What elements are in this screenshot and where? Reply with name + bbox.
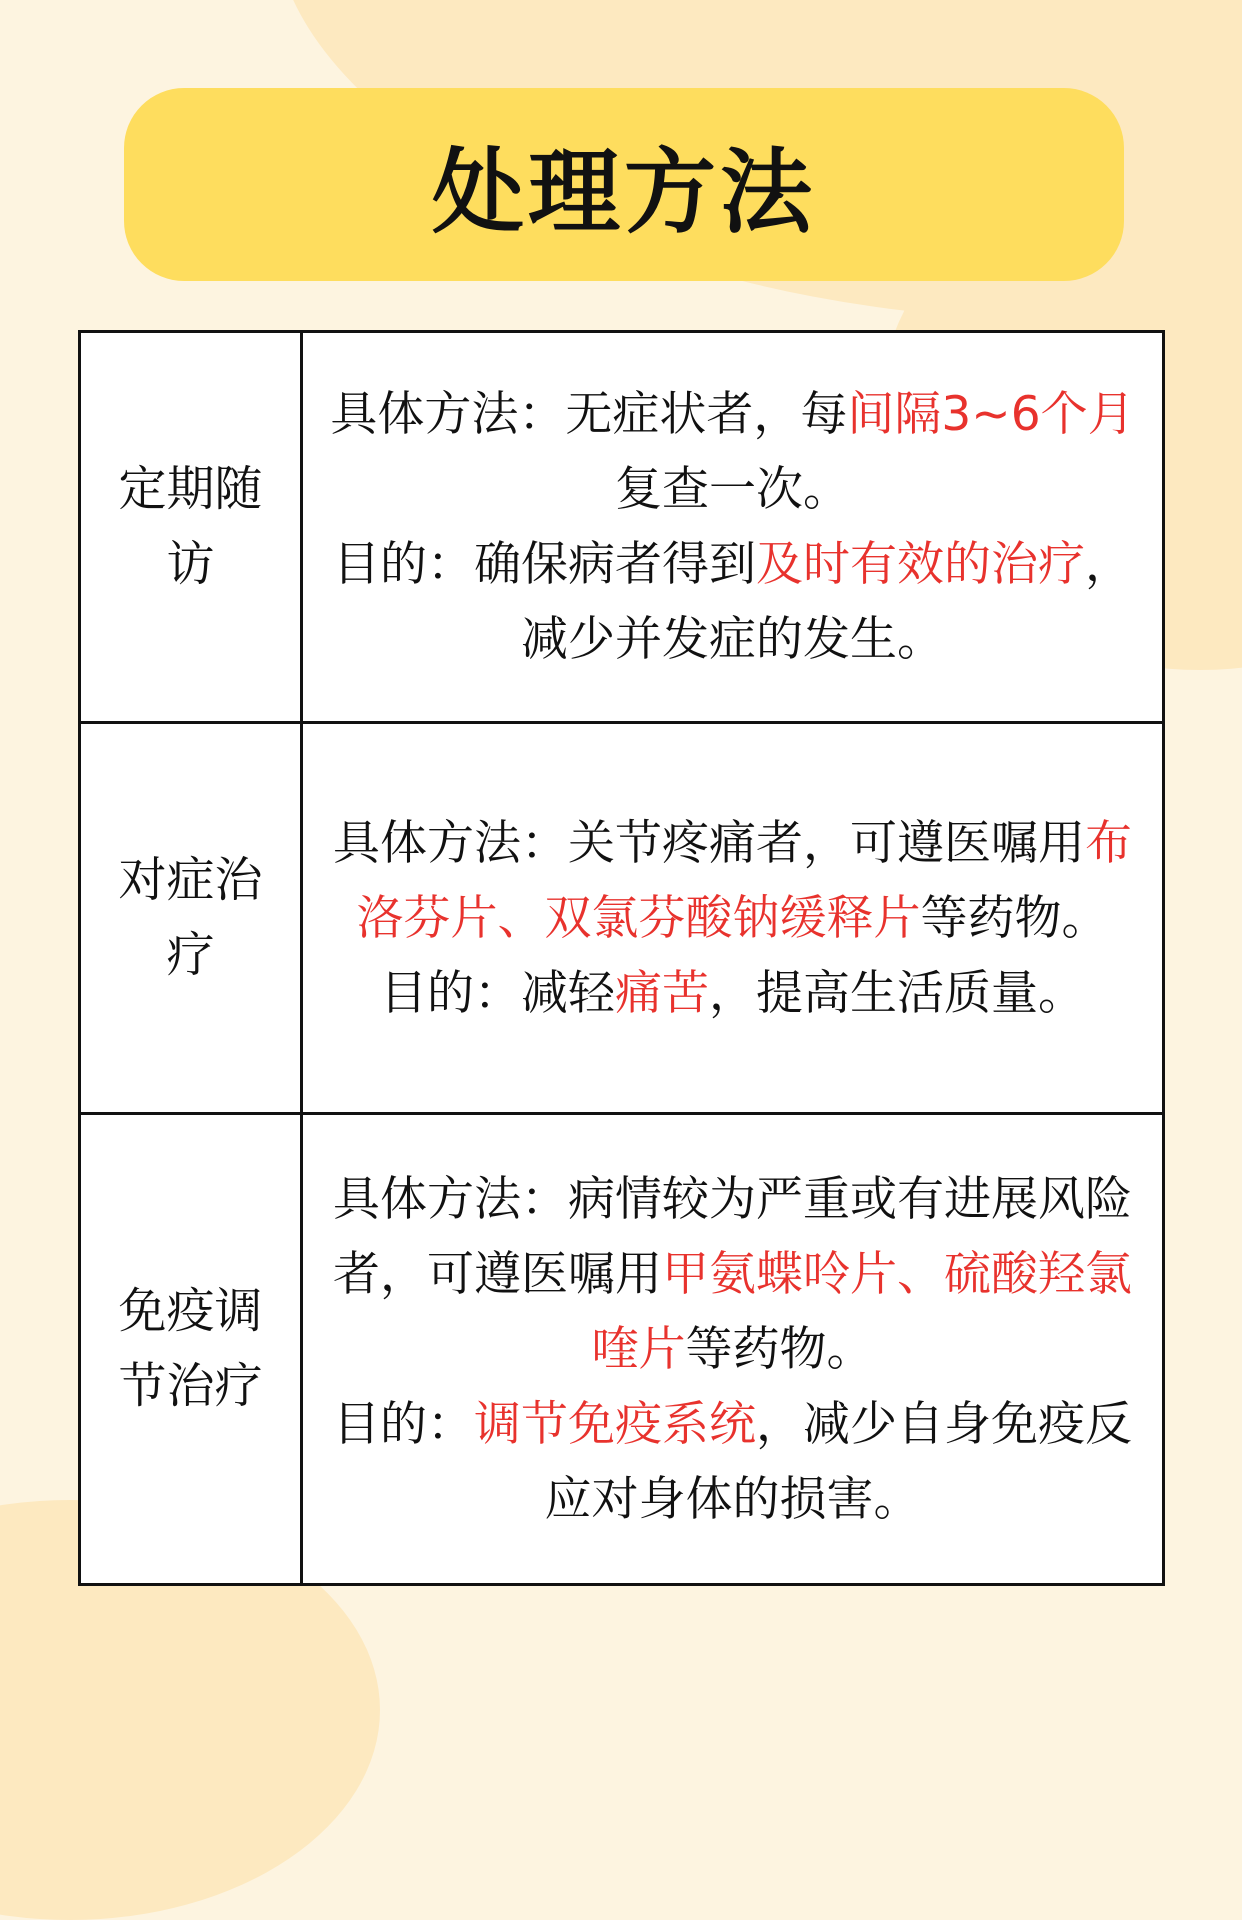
table-row [80,723,1164,1114]
category-cell [80,723,302,1114]
table-row [80,332,1164,723]
category-label: 对症治疗 [118,852,263,983]
title-banner [124,88,1124,281]
highlight-text: 间隔3~6个月 [847,387,1135,442]
highlight-text: 痛苦 [615,965,709,1021]
highlight-text: 甲氨蝶呤片、硫酸羟氯喹片 [591,1246,1132,1377]
category-cell [80,1114,302,1585]
description-cell [302,332,1164,723]
category-cell [80,332,302,723]
goal-text: 目的：调节免疫系统，减少自身免疫反应对身体的损害。 [333,1396,1132,1527]
page-title: 处理方法 [431,137,816,246]
treatment-methods-table [78,330,1165,1586]
description-cell [302,723,1164,1114]
goal-text: 目的：确保病者得到及时有效的治疗，减少并发症的发生。 [333,537,1132,667]
highlight-text: 及时有效的治疗 [756,537,1085,592]
table-row [80,1114,1164,1585]
highlight-text: 调节免疫系统 [474,1396,756,1452]
method-text: 具体方法：关节疼痛者，可遵医嘱用布洛芬片、双氯芬酸钠缓释片等药物。 [333,815,1132,946]
highlight-text: 布洛芬片、双氯芬酸钠缓释片 [356,815,1132,946]
category-label: 免疫调节治疗 [118,1283,263,1414]
method-text: 具体方法：无症状者，每间隔3~6个月复查一次。 [330,387,1135,517]
category-label: 定期随访 [118,461,263,592]
description-cell [302,1114,1164,1585]
method-text: 具体方法：病情较为严重或有进展风险者，可遵医嘱用甲氨蝶呤片、硫酸羟氯喹片等药物。 [333,1171,1132,1377]
goal-text: 目的：减轻痛苦，提高生活质量。 [380,965,1085,1021]
